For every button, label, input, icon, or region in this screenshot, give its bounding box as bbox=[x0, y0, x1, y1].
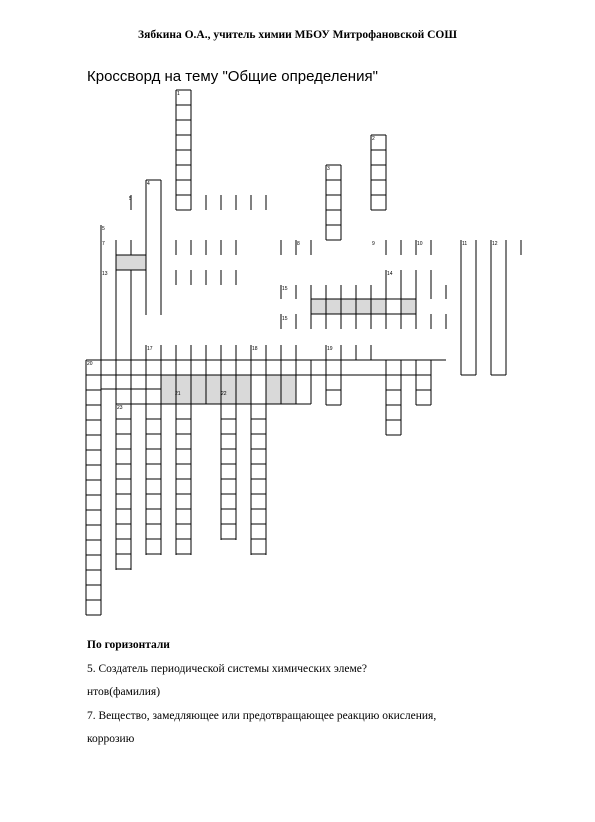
clue-line: 5. Создатель периодической системы химических элеме? bbox=[87, 662, 367, 675]
shaded-cell bbox=[311, 299, 386, 314]
clue-number: 8 bbox=[297, 241, 300, 247]
author-header: Зябкина О.А., учитель химии МБОУ Митрофановской СОШ bbox=[138, 29, 457, 41]
clue-number: 12 bbox=[492, 241, 498, 247]
clue-number: 22 bbox=[221, 391, 227, 397]
clue-number: 19 bbox=[327, 346, 333, 352]
clue-number: 11 bbox=[462, 241, 468, 247]
clue-number: 5 bbox=[102, 226, 105, 232]
clue-number: 7 bbox=[102, 241, 105, 247]
shaded-cell bbox=[116, 255, 146, 270]
clues-heading: По горизонтали bbox=[87, 639, 170, 651]
clue-number: 21 bbox=[175, 391, 181, 397]
clue-number: 4 bbox=[147, 181, 150, 187]
clue-number: 1 bbox=[177, 91, 180, 97]
clue-number: 3 bbox=[327, 166, 330, 172]
clue-number: 23 bbox=[117, 405, 123, 411]
crossword-title: Кроссворд на тему "Общие определения" bbox=[87, 68, 378, 85]
clue-number: 15 bbox=[282, 316, 288, 322]
clue-number: 20 bbox=[87, 361, 93, 367]
clue-number: 17 bbox=[147, 346, 153, 352]
clue-number: 2 bbox=[372, 136, 375, 142]
clue-number: 5 bbox=[129, 196, 132, 202]
clue-line: нтов(фамилия) bbox=[87, 686, 161, 698]
clue-number: 15 bbox=[282, 286, 288, 292]
clue-number: 18 bbox=[252, 346, 258, 352]
clue-line: коррозию bbox=[87, 733, 135, 745]
clue-number: 9 bbox=[372, 241, 375, 247]
shaded-cell bbox=[401, 299, 416, 314]
clues-section bbox=[87, 634, 557, 752]
clue-number: 13 bbox=[102, 271, 108, 277]
clue-number: 14 bbox=[387, 271, 393, 277]
clue-line: 7. Вещество, замедляющее или предотвращающее реакцию окисления, bbox=[87, 709, 437, 722]
clue-number: 10 bbox=[417, 241, 423, 247]
